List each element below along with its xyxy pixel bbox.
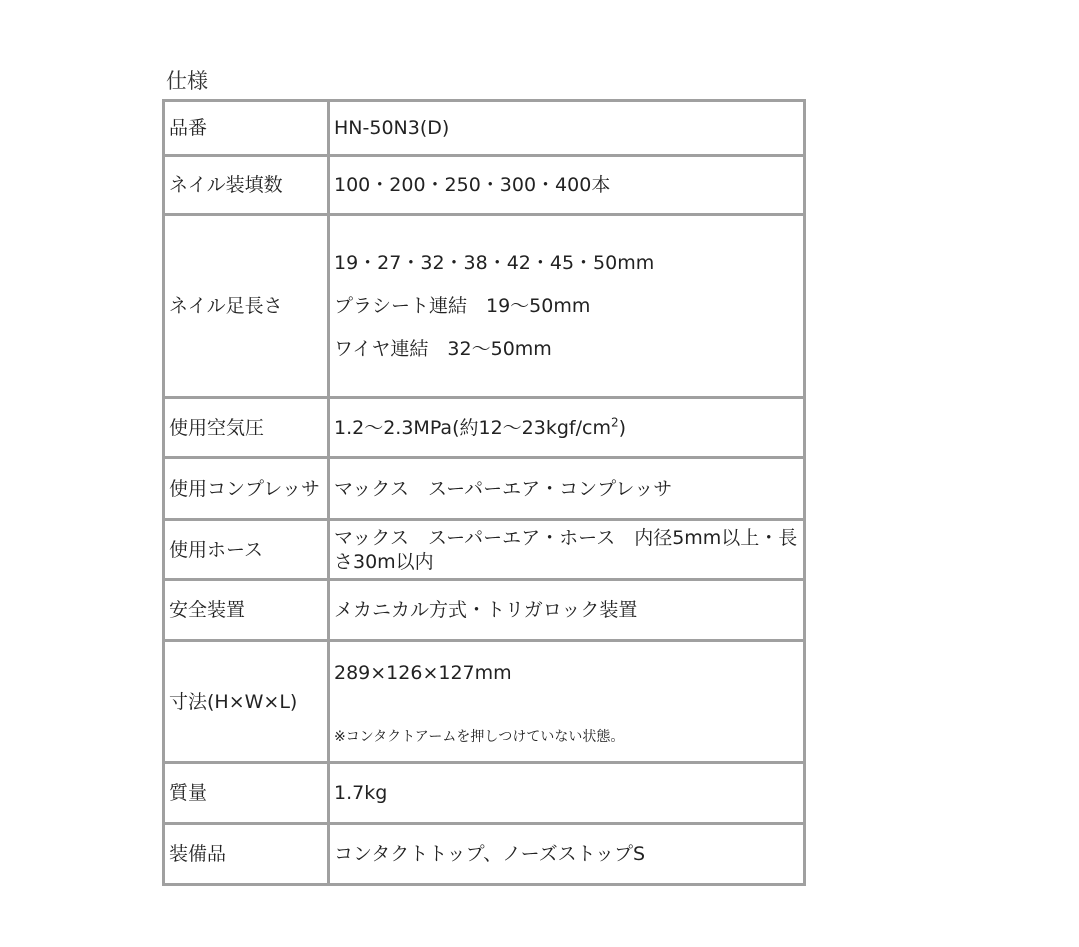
table-row: [164, 398, 805, 458]
row-label: 寸法(H×W×L): [164, 641, 329, 763]
nail-length-line: ワイヤ連結 32〜50mm: [334, 338, 552, 360]
row-value: マックス スーパーエア・コンプレッサ: [329, 458, 805, 520]
table-row: [164, 215, 805, 398]
row-label: 質量: [164, 763, 329, 824]
table-row: [164, 763, 805, 824]
row-label: 使用コンプレッサ: [164, 458, 329, 520]
row-label: 安全装置: [164, 580, 329, 641]
row-value: [329, 641, 805, 763]
table-row: [164, 101, 805, 156]
row-value: 1.7kg: [329, 763, 805, 824]
row-label: ネイル装填数: [164, 156, 329, 215]
table-row: [164, 641, 805, 763]
row-label: 使用空気圧: [164, 398, 329, 458]
section-title: 仕様: [166, 69, 208, 93]
spec-table: [162, 99, 806, 886]
row-label: 品番: [164, 101, 329, 156]
table-row: [164, 520, 805, 580]
table-row: [164, 580, 805, 641]
dimension-note: ※コンタクトアームを押しつけていない状態。: [334, 728, 625, 745]
row-label: 装備品: [164, 824, 329, 885]
row-value: メカニカル方式・トリガロック装置: [329, 580, 805, 641]
pressure-value: 1.2〜2.3MPa(約12〜23kgf/cm: [334, 416, 611, 439]
nail-length-line: プラシート連結 19〜50mm: [334, 295, 591, 317]
nail-length-line: 19・27・32・38・42・45・50mm: [334, 252, 655, 274]
dimension-value: 289×126×127mm: [334, 661, 512, 684]
table-row: [164, 458, 805, 520]
row-value: [329, 215, 805, 398]
table-row: [164, 156, 805, 215]
superscript: 2: [610, 415, 619, 430]
row-value: HN-50N3(D): [329, 101, 805, 156]
row-label: 使用ホース: [164, 520, 329, 580]
pressure-value-end: ): [618, 416, 627, 439]
row-value: コンタクトトップ、ノーズストップS: [329, 824, 805, 885]
row-label: ネイル足長さ: [164, 215, 329, 398]
table-row: [164, 824, 805, 885]
row-value: 100・200・250・300・400本: [329, 156, 805, 215]
row-value: [329, 398, 805, 458]
row-value: マックス スーパーエア・ホース 内径5mm以上・長さ30m以内: [329, 520, 805, 580]
